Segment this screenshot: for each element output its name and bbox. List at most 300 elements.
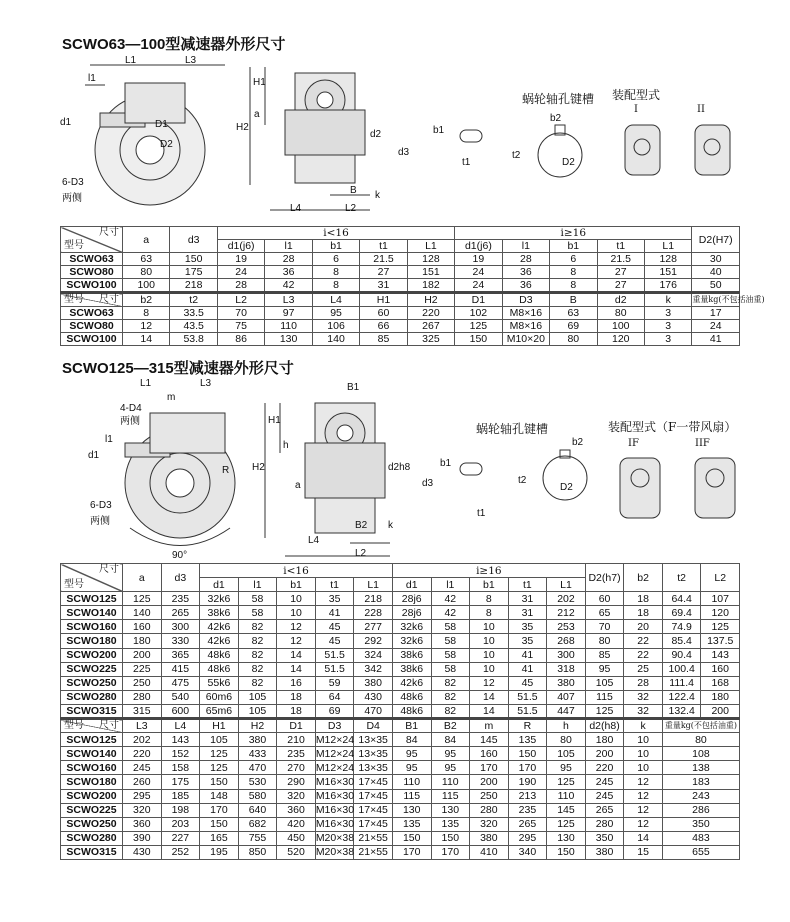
table-cell: M20×38 <box>315 832 355 845</box>
table-cell: 12 <box>624 817 663 831</box>
table-cell: 120 <box>597 333 644 346</box>
table-cell: 130 <box>547 831 586 845</box>
table-cell: 58 <box>431 648 470 662</box>
table-cell: 227 <box>161 831 200 845</box>
dimension-label: d1 <box>88 450 100 461</box>
column-header: L2 <box>701 564 740 592</box>
table-cell: 75 <box>217 320 264 333</box>
table-row <box>61 253 740 266</box>
dimension-table-small <box>60 226 765 346</box>
table-cell: 125 <box>123 592 162 606</box>
table-cell: 32 <box>624 690 663 704</box>
table-cell: 128 <box>644 253 691 266</box>
table-cell: SCWO180 <box>61 775 123 789</box>
column-header: d2 <box>597 293 644 307</box>
dimension-label: d2 <box>370 129 382 140</box>
table-cell: 51.5 <box>315 648 354 662</box>
table-cell: 125 <box>455 320 502 333</box>
table-cell: 24 <box>692 320 740 333</box>
table-cell: 102 <box>455 307 502 320</box>
table-cell: 325 <box>407 333 454 346</box>
dimension-label: a <box>295 480 301 491</box>
column-header: l1 <box>431 578 470 592</box>
table-cell: 115 <box>392 789 431 803</box>
table-cell: 212 <box>547 606 586 620</box>
table-cell: 8 <box>123 307 170 320</box>
table-row <box>61 803 740 817</box>
table-cell: 53.8 <box>170 333 217 346</box>
table-cell: 10 <box>624 747 663 761</box>
column-header: t1 <box>508 578 547 592</box>
table-cell: 3 <box>644 320 691 333</box>
table-cell: 100 <box>597 320 644 333</box>
dimension-label: R <box>222 465 230 476</box>
table-cell: SCWO200 <box>61 789 123 803</box>
table-cell: SCWO125 <box>61 733 123 747</box>
table-cell: 65 <box>585 606 624 620</box>
table-cell: 200 <box>585 747 624 761</box>
table-cell: 24 <box>455 266 502 279</box>
table-cell: 350 <box>585 831 624 845</box>
table-cell: 407 <box>547 690 586 704</box>
table-cell: 218 <box>170 279 217 293</box>
table-cell: 36 <box>502 279 549 293</box>
dimension-label: L4 <box>308 535 320 546</box>
table-cell: 28j6 <box>392 592 431 606</box>
table-cell: 108 <box>662 747 739 761</box>
dimension-label: B1 <box>347 382 360 393</box>
dimension-label: L2 <box>355 548 367 559</box>
dimension-label: H1 <box>268 415 281 426</box>
table-cell: 170 <box>470 761 509 775</box>
column-header: d1 <box>392 578 431 592</box>
table-cell: 14 <box>470 690 509 704</box>
dimension-label: D2 <box>160 139 173 150</box>
table-cell: 235 <box>508 803 547 817</box>
table-cell: 28 <box>217 279 264 293</box>
table-row <box>61 279 740 293</box>
table-cell: 95 <box>312 307 359 320</box>
table-cell: 28 <box>265 253 312 266</box>
table-cell: 12 <box>624 789 663 803</box>
table-cell: 220 <box>407 307 454 320</box>
table-cell: SCWO315 <box>61 845 123 859</box>
table-cell: 292 <box>354 634 393 648</box>
table-cell: 35 <box>315 592 354 606</box>
table-cell: SCWO280 <box>61 831 123 845</box>
table-cell: 158 <box>161 761 200 775</box>
table-cell: 130 <box>265 333 312 346</box>
column-header: D3 <box>502 293 549 307</box>
table-cell: 380 <box>470 831 509 845</box>
table-cell: 63 <box>550 307 597 320</box>
table-cell: 135 <box>431 817 470 831</box>
table-cell: 655 <box>662 845 739 859</box>
gearbox-drawing-small <box>50 55 750 225</box>
gearbox-drawing-large <box>50 378 750 563</box>
dimension-label: t1 <box>477 508 486 519</box>
table-cell: 45 <box>315 634 354 648</box>
table-cell: 682 <box>238 817 277 831</box>
dimension-label: k <box>388 520 393 531</box>
table-cell: 125 <box>200 747 239 761</box>
table-cell: 111.4 <box>662 676 701 690</box>
dimension-label: L1 <box>125 55 137 66</box>
section1-title: SCWO63—100型减速器外形尺寸 <box>62 36 286 53</box>
dimension-label: L1 <box>140 378 152 389</box>
table-cell: 17×45 <box>354 803 393 817</box>
table-cell: 17×45 <box>354 775 393 789</box>
table-cell: 32k6 <box>392 634 431 648</box>
table-cell: 245 <box>585 789 624 803</box>
table-cell: 82 <box>238 662 277 676</box>
table-cell: 315 <box>123 704 162 718</box>
table-cell: 280 <box>123 690 162 704</box>
table-cell: 10 <box>470 620 509 634</box>
table-cell: 18 <box>277 704 316 718</box>
table-cell: 320 <box>470 817 509 831</box>
table-cell: 105 <box>238 704 277 718</box>
table-cell: 180 <box>585 733 624 747</box>
table-row <box>61 733 740 747</box>
table-cell: 60m6 <box>200 690 239 704</box>
table-cell: 447 <box>547 704 586 718</box>
table-cell: 143 <box>161 733 200 747</box>
table-cell: 51.5 <box>508 690 547 704</box>
table-cell: 380 <box>354 676 393 690</box>
table-cell: 10 <box>624 733 663 747</box>
table-cell: 170 <box>431 845 470 859</box>
table-cell: 95 <box>431 747 470 761</box>
table-cell: 13×35 <box>354 733 393 747</box>
dimension-label: L3 <box>185 55 197 66</box>
table-cell: 202 <box>123 733 162 747</box>
table-cell: 70 <box>217 307 264 320</box>
table-cell: 69 <box>315 704 354 718</box>
table-cell: 19 <box>455 253 502 266</box>
table-cell: 252 <box>161 845 200 859</box>
section2-title: SCWO125—315型减速器外形尺寸 <box>62 360 294 377</box>
table-cell: 95 <box>392 761 431 775</box>
table-row <box>61 648 740 662</box>
table-cell: 132.4 <box>662 704 701 718</box>
table-cell: 95 <box>431 761 470 775</box>
table-cell: 14 <box>277 648 316 662</box>
table-cell: 330 <box>161 634 200 648</box>
table-cell: 12 <box>470 676 509 690</box>
dimension-label: 90° <box>172 550 188 561</box>
table-row <box>61 747 740 761</box>
table-cell: 170 <box>392 845 431 859</box>
table-cell: 48k6 <box>200 662 239 676</box>
table-cell: 22 <box>624 648 663 662</box>
table-cell: 520 <box>277 845 316 859</box>
table-cell: 225 <box>123 662 162 676</box>
table-cell: SCWO125 <box>61 592 123 606</box>
column-header: t2 <box>662 564 701 592</box>
table-cell: SCWO225 <box>61 662 123 676</box>
table-row <box>61 831 740 845</box>
column-header: L2 <box>217 293 264 307</box>
table-cell: 122.4 <box>662 690 701 704</box>
dimension-table-large <box>60 563 740 860</box>
column-header: L4 <box>312 293 359 307</box>
table-cell: 135 <box>508 733 547 747</box>
table-cell: 151 <box>644 266 691 279</box>
table-cell: 470 <box>354 704 393 718</box>
table-cell: 218 <box>354 592 393 606</box>
dimension-label: b2 <box>572 437 584 448</box>
table-cell: 31 <box>360 279 407 293</box>
mount-caption-2: 装配型式（F一带风扇） <box>608 420 737 434</box>
table-cell: SCWO63 <box>61 253 123 266</box>
table-cell: 27 <box>360 266 407 279</box>
table-cell: 140 <box>123 606 162 620</box>
table-cell: 80 <box>550 333 597 346</box>
table-cell: 40 <box>692 266 740 279</box>
table-cell: 280 <box>585 817 624 831</box>
table-cell: 128 <box>407 253 454 266</box>
table-cell: 450 <box>277 831 316 845</box>
column-header: d1 <box>200 578 239 592</box>
table-cell: 350 <box>662 817 739 831</box>
table-cell: SCWO140 <box>61 747 123 761</box>
table-cell: 150 <box>431 831 470 845</box>
table-cell: 220 <box>123 747 162 761</box>
column-header: b1 <box>470 578 509 592</box>
table-cell: 235 <box>277 747 316 761</box>
column-header: B1 <box>392 719 431 733</box>
table-cell: 105 <box>547 747 586 761</box>
column-header: H2 <box>238 719 277 733</box>
table-cell: 200 <box>470 775 509 789</box>
table-cell: 125 <box>585 704 624 718</box>
table-cell: M20×38 <box>315 846 355 859</box>
table-cell: 18 <box>277 690 316 704</box>
table-cell: SCWO280 <box>61 690 123 704</box>
table-cell: 8 <box>550 279 597 293</box>
table-cell: 59 <box>315 676 354 690</box>
table-cell: SCWO250 <box>61 676 123 690</box>
table-cell: 60 <box>585 592 624 606</box>
table-cell: 286 <box>662 803 739 817</box>
column-header: b2 <box>624 564 663 592</box>
table-cell: 48k6 <box>392 690 431 704</box>
table-cell: M12×24 <box>315 733 355 746</box>
table-cell: M16×30 <box>315 818 355 831</box>
table-cell: 12 <box>624 775 663 789</box>
table-cell: SCWO63 <box>61 307 123 320</box>
column-header: D1 <box>455 293 502 307</box>
table-cell: 21×55 <box>354 845 393 859</box>
dimension-label: b1 <box>433 125 445 136</box>
table-row <box>61 320 740 333</box>
model-label: 型号 <box>64 294 84 305</box>
table-cell: 170 <box>200 803 239 817</box>
table-cell: SCWO315 <box>61 704 123 718</box>
table-cell: 530 <box>238 775 277 789</box>
table-cell: 265 <box>508 817 547 831</box>
table-cell: 58 <box>431 620 470 634</box>
table-cell: 14 <box>123 333 170 346</box>
table-cell: M12×24 <box>315 761 355 774</box>
column-header: l1 <box>265 240 312 253</box>
table-cell: 295 <box>508 831 547 845</box>
table-cell: 360 <box>123 817 162 831</box>
table-cell: 82 <box>238 634 277 648</box>
table-cell: SCWO160 <box>61 761 123 775</box>
table-cell: 32k6 <box>200 592 239 606</box>
table-cell: 41 <box>508 648 547 662</box>
dimension-label: B <box>350 185 357 196</box>
column-header: b1 <box>277 578 316 592</box>
table-row <box>61 606 740 620</box>
dimension-label: H2 <box>236 122 249 133</box>
column-header: L4 <box>161 719 200 733</box>
table-cell: 18 <box>624 606 663 620</box>
dimension-label: 尺寸 <box>99 294 119 305</box>
dimension-label: t2 <box>512 150 521 161</box>
table-cell: 360 <box>277 803 316 817</box>
table-cell: 483 <box>662 831 739 845</box>
column-header: k <box>644 293 691 307</box>
column-header: H1 <box>360 293 407 307</box>
table-row <box>61 676 740 690</box>
table-cell: 42k6 <box>200 620 239 634</box>
dimension-label: L3 <box>200 378 212 389</box>
table-cell: 82 <box>431 704 470 718</box>
table-cell: 100 <box>123 279 170 293</box>
table-cell: 140 <box>312 333 359 346</box>
table-cell: 17×45 <box>354 789 393 803</box>
table-cell: 32k6 <box>392 620 431 634</box>
table-cell: 320 <box>277 789 316 803</box>
column-header: L1 <box>354 578 393 592</box>
table-cell: 130 <box>392 803 431 817</box>
corner-header <box>61 564 123 592</box>
column-header: d1(j6) <box>217 240 264 253</box>
table-cell: 295 <box>123 789 162 803</box>
column-header: a <box>123 227 170 253</box>
dimension-label: L4 <box>290 203 302 214</box>
table-cell: 95 <box>585 662 624 676</box>
column-header: l1 <box>238 578 277 592</box>
dimension-label: b1 <box>440 458 452 469</box>
table-cell: 243 <box>662 789 739 803</box>
model-label: 型号 <box>64 240 84 251</box>
table-cell: 380 <box>238 733 277 747</box>
table-cell: 14 <box>277 662 316 676</box>
table-cell: 35 <box>508 634 547 648</box>
table-cell: 580 <box>238 789 277 803</box>
table-cell: 265 <box>161 606 200 620</box>
table-cell: 21×55 <box>354 831 393 845</box>
corner-header <box>61 719 123 733</box>
dimension-label: 尺寸 <box>99 227 119 238</box>
table-cell: 125 <box>547 817 586 831</box>
table-cell: M8×16 <box>502 307 549 320</box>
table-cell: 55k6 <box>200 676 239 690</box>
table-cell: 8 <box>550 266 597 279</box>
column-header: D4 <box>354 719 393 733</box>
table-cell: 145 <box>547 803 586 817</box>
dimension-label: D2 <box>562 157 575 168</box>
table-cell: 31 <box>508 592 547 606</box>
table-cell: 105 <box>238 690 277 704</box>
table-cell: 30 <box>692 253 740 266</box>
table-cell: 213 <box>508 789 547 803</box>
table-cell: 80 <box>662 733 739 747</box>
table-cell: SCWO80 <box>61 320 123 333</box>
keyway-caption: 蜗轮轴孔键槽 <box>522 92 595 106</box>
dimension-label: 4-D4 <box>120 403 142 414</box>
table-cell: 64 <box>315 690 354 704</box>
keyway-caption-2: 蜗轮轴孔键槽 <box>476 422 549 436</box>
table-cell: 340 <box>508 845 547 859</box>
table-cell: 50 <box>692 279 740 293</box>
table-cell: 82 <box>431 690 470 704</box>
table-cell: 86 <box>217 333 264 346</box>
table-cell: 36 <box>265 266 312 279</box>
column-header: L3 <box>123 719 162 733</box>
table-cell: 267 <box>407 320 454 333</box>
table-cell: 12 <box>624 803 663 817</box>
mount-type-2f: IIF <box>695 438 710 449</box>
table-cell: 42 <box>431 592 470 606</box>
table-cell: 430 <box>123 845 162 859</box>
table-cell: 150 <box>200 775 239 789</box>
model-label: 型号 <box>64 720 84 732</box>
table-cell: 235 <box>161 592 200 606</box>
column-header: h <box>547 719 586 733</box>
table-cell: 51.5 <box>508 704 547 718</box>
table-cell: 21.5 <box>360 253 407 266</box>
table-cell: 175 <box>170 266 217 279</box>
table-cell: SCWO100 <box>61 333 123 346</box>
table-cell: 28 <box>502 253 549 266</box>
table-cell: 365 <box>161 648 200 662</box>
corner-header <box>61 293 123 307</box>
table-cell: 8 <box>470 606 509 620</box>
table-cell: 183 <box>662 775 739 789</box>
table-cell: 125 <box>701 620 740 634</box>
table-cell: 640 <box>238 803 277 817</box>
table-cell: 100.4 <box>662 662 701 676</box>
column-header: b1 <box>312 240 359 253</box>
table-row <box>61 333 740 346</box>
column-header: L1 <box>547 578 586 592</box>
table-cell: 8 <box>470 592 509 606</box>
table-cell: 290 <box>277 775 316 789</box>
table-cell: 3 <box>644 333 691 346</box>
table-cell: 300 <box>547 648 586 662</box>
table-cell: 48k6 <box>200 648 239 662</box>
table-cell: 137.5 <box>701 634 740 648</box>
dimension-label: 尺寸 <box>99 720 119 732</box>
table-cell: 14 <box>470 704 509 718</box>
table-cell: 12 <box>123 320 170 333</box>
table-cell: 42 <box>431 606 470 620</box>
column-header: H1 <box>200 719 239 733</box>
table-cell: 600 <box>161 704 200 718</box>
table-row <box>61 662 740 676</box>
table-cell: 125 <box>200 761 239 775</box>
column-header: b1 <box>550 240 597 253</box>
column-header: L1 <box>644 240 691 253</box>
table-cell: 115 <box>431 789 470 803</box>
column-header: D1 <box>277 719 316 733</box>
table-cell: 277 <box>354 620 393 634</box>
